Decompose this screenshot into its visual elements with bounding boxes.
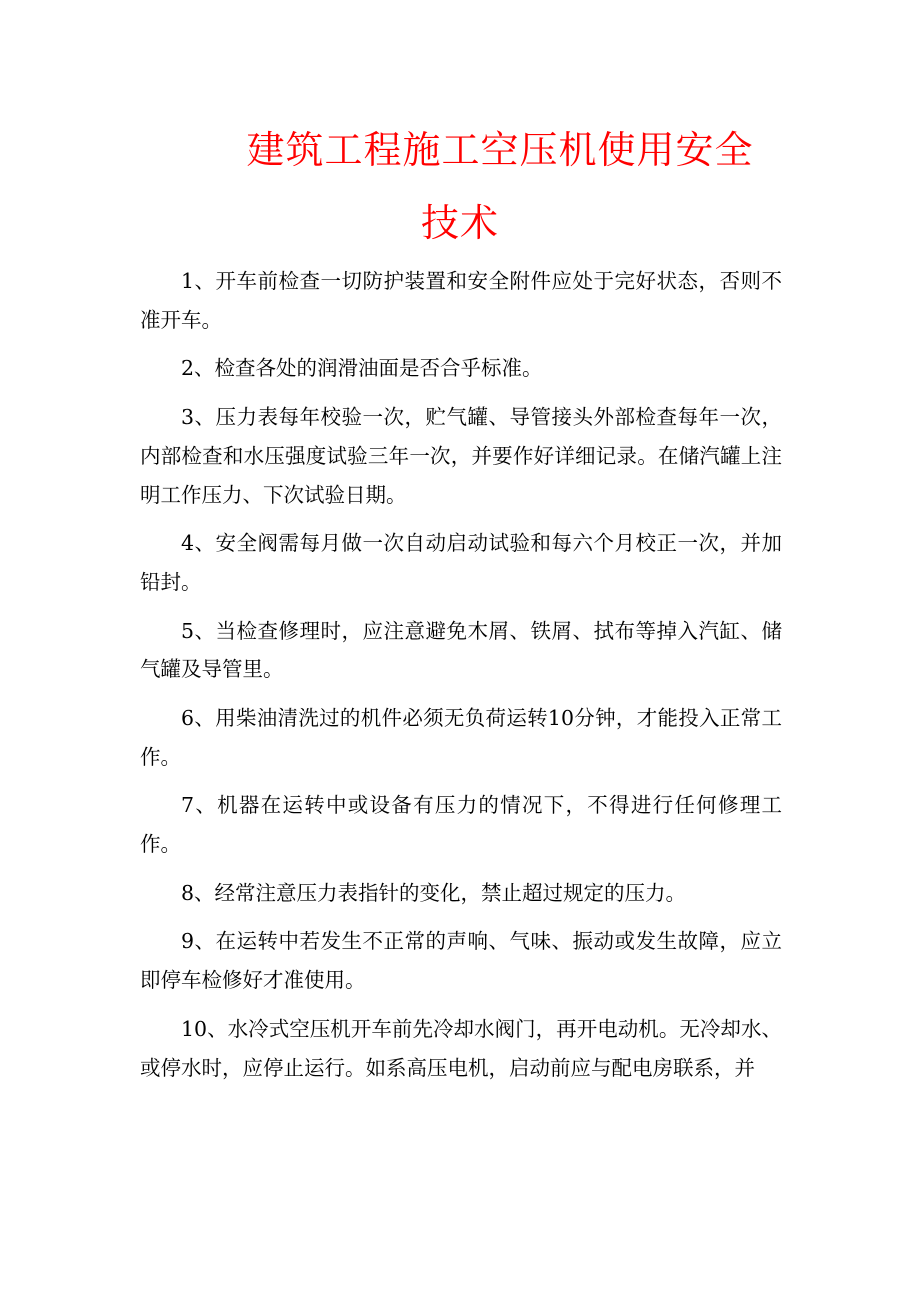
document-title-line-2: 技术 <box>420 201 499 245</box>
paragraph-7: 7、机器在运转中或设备有压力的情况下，不得进行任何修理工作。 <box>140 793 782 857</box>
paragraph-4: 4、安全阀需每月做一次自动启动试验和每六个月校正一次，并加铅封。 <box>140 531 782 594</box>
document-title-line-1: 建筑工程施工空压机使用安全 <box>246 128 754 172</box>
document-body <box>140 262 782 1097</box>
paragraph-3: 3、压力表每年校验一次，贮气罐、导管接头外部检查每年一次，内部检查和水压强度试验三年一次，并要作好详细记录。在储汽罐上注明工作压力、下次试验日期。 <box>140 404 782 507</box>
paragraph-5: 5、当检查修理时，应注意避免木屑、铁屑、拭布等掉入汽缸、储气罐及导管里。 <box>140 618 782 682</box>
paragraph-8: 8、经常注意压力表指针的变化，禁止超过规定的压力。 <box>181 880 687 905</box>
paragraph-10: 10、水冷式空压机开车前先冷却水阀门，再开电动机。无冷却水、或停水时，应停止运行。如系高压电机，启动前应与配电房联系，并 <box>140 1016 782 1080</box>
paragraph-6: 6、用柴油清洗过的机件必须无负荷运转10分钟，才能投入正常工作。 <box>140 705 782 769</box>
paragraph-2: 2、检查各处的润滑油面是否合乎标准。 <box>181 356 543 381</box>
paragraph-1: 1、开车前检查一切防护装置和安全附件应处于完好状态，否则不准开车。 <box>140 269 782 332</box>
paragraph-9: 9、在运转中若发生不正常的声响、气味、振动或发生故障，应立即停车检修好才准使用。 <box>140 929 782 993</box>
